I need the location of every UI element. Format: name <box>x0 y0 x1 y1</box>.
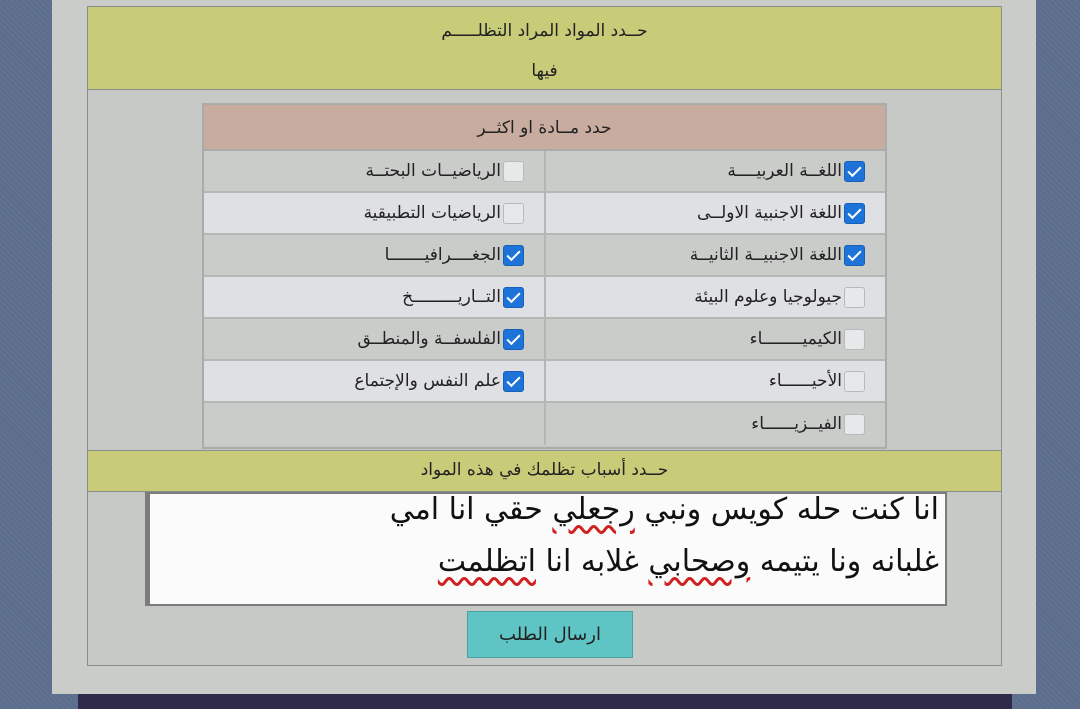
subject-row <box>204 403 885 445</box>
subject-cell <box>544 319 885 359</box>
subject-row <box>204 277 885 319</box>
checkbox-unchecked[interactable] <box>503 203 524 224</box>
checkbox-unchecked[interactable] <box>503 161 524 182</box>
submit-button[interactable]: ارسال الطلب <box>467 611 633 658</box>
header-line-1: حــدد المواد المراد التظلـــــم <box>441 21 648 41</box>
subject-label: الجغــــرافيـــــــا <box>384 245 501 265</box>
subjects-instructions-header <box>87 6 1002 90</box>
reasons-textarea[interactable] <box>145 492 947 606</box>
reasons-text-line-2: غلبانه ونا يتيمه وصحابي غلابه انا اتظلمت <box>437 544 939 579</box>
bottom-bar <box>78 694 1012 709</box>
subjects-table <box>202 103 887 449</box>
subject-cell <box>204 277 544 317</box>
subject-label: الكيميــــــــاء <box>749 329 842 349</box>
header-line-2: فيها <box>531 61 558 81</box>
checkbox-checked[interactable] <box>503 245 524 266</box>
checkbox-unchecked[interactable] <box>844 414 865 435</box>
subject-cell <box>204 193 544 233</box>
subject-cell <box>544 277 885 317</box>
subject-cell <box>204 151 544 191</box>
checkbox-checked[interactable] <box>503 329 524 350</box>
subject-label: جيولوجيا وعلوم البيئة <box>694 287 842 307</box>
subject-label: الرياضيات التطبيقية <box>363 203 501 223</box>
subjects-table-title: حدد مــادة او اكثــر <box>204 105 885 151</box>
subject-cell <box>204 361 544 401</box>
subject-row <box>204 361 885 403</box>
subject-cell <box>204 319 544 359</box>
subject-row <box>204 193 885 235</box>
checkbox-checked[interactable] <box>503 287 524 308</box>
subject-label: الرياضيــات البحتــة <box>365 161 501 181</box>
subject-cell <box>544 403 885 445</box>
checkbox-checked[interactable] <box>844 245 865 266</box>
subject-cell <box>544 193 885 233</box>
subject-cell <box>544 361 885 401</box>
checkbox-checked[interactable] <box>844 161 865 182</box>
subject-label: الأحيــــــاء <box>768 371 842 391</box>
subject-label: التــاريـــــــــخ <box>402 287 501 307</box>
checkbox-unchecked[interactable] <box>844 287 865 308</box>
checkbox-unchecked[interactable] <box>844 371 865 392</box>
checkbox-unchecked[interactable] <box>844 329 865 350</box>
subject-label: اللغة الاجنبية الاولــى <box>696 203 842 223</box>
reasons-label: حــدد أسباب تظلمك في هذه المواد <box>87 450 1002 492</box>
subject-label: علم النفس والإجتماع <box>354 371 501 391</box>
subject-row <box>204 319 885 361</box>
subject-cell <box>544 235 885 275</box>
subject-row <box>204 235 885 277</box>
subject-label: اللغة الاجنبيــة الثانيــة <box>689 245 842 265</box>
subject-cell <box>204 403 544 445</box>
subject-label: اللغــة العربيــــة <box>727 161 842 181</box>
subject-row <box>204 151 885 193</box>
subject-label: الفيــزيــــــاء <box>751 414 842 434</box>
subject-cell <box>544 151 885 191</box>
subject-cell <box>204 235 544 275</box>
reasons-text-line-1: انا كنت حله كويس ونبي رجعلي حقي انا امي <box>389 492 939 527</box>
subject-label: الفلسفــة والمنطــق <box>357 329 501 349</box>
checkbox-checked[interactable] <box>503 371 524 392</box>
checkbox-checked[interactable] <box>844 203 865 224</box>
reasons-text <box>164 492 939 588</box>
